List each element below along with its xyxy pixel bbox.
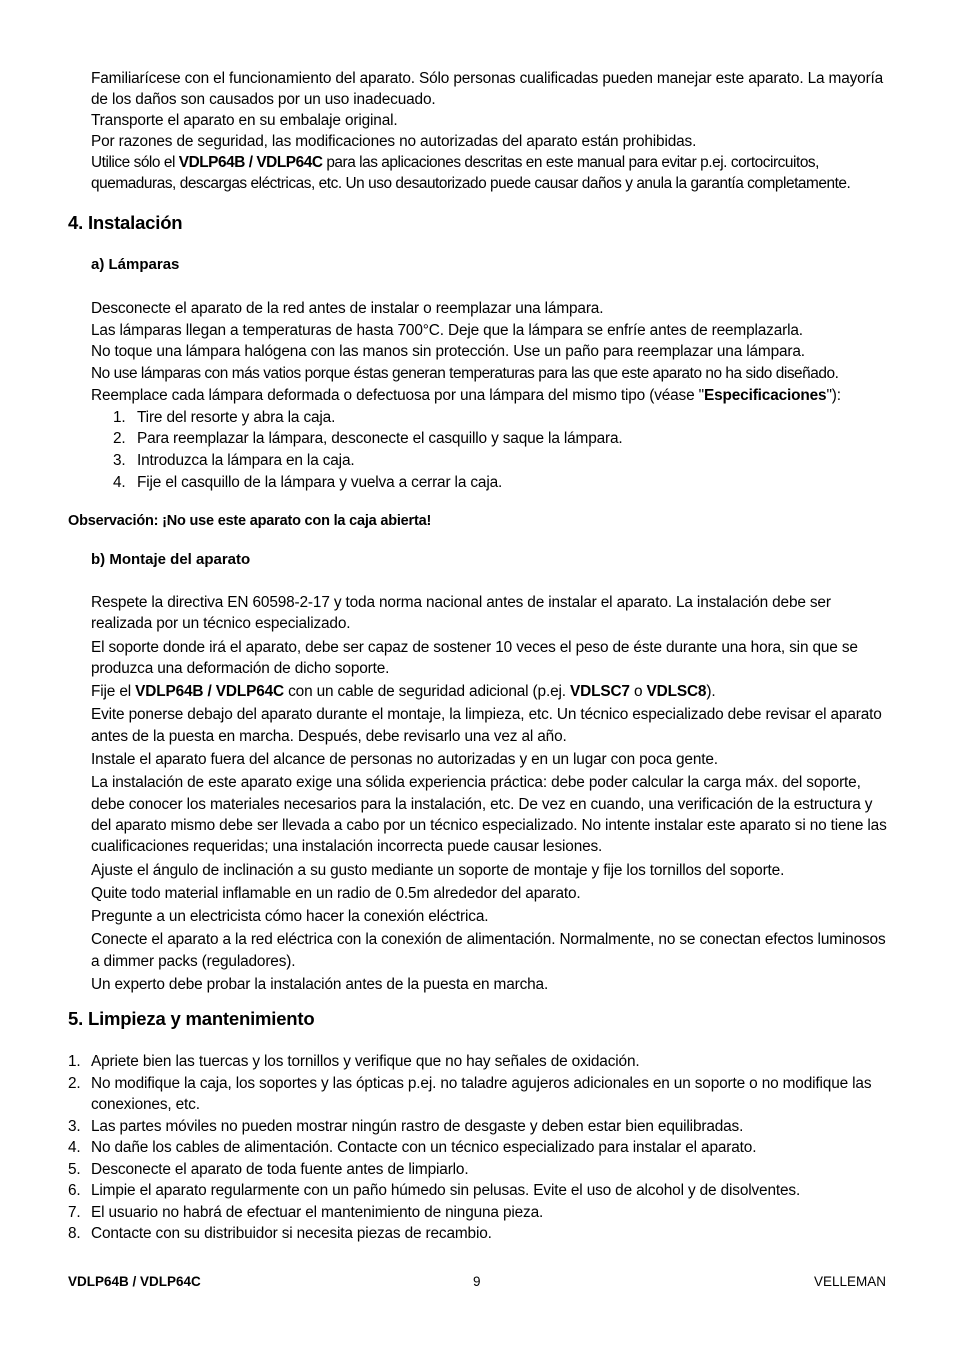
list-item bbox=[91, 407, 891, 429]
list-text: Limpie el aparato regularmente con un paño húmedo sin pelusas. Evite el uso de alcohol y de disolventes. bbox=[91, 1182, 801, 1199]
list-text: Introduzca la lámpara en la caja. bbox=[137, 451, 355, 469]
lamps-paragraph: Las lámparas llegan a temperaturas de hasta 700°C. Deje que la lámpara se enfríe antes de reemplazarla. bbox=[91, 321, 803, 339]
text-run: para las aplicaciones descritas en este manual para evitar p.ej. cortocircuitos, quemaduras, descargas eléctricas, etc. Un uso desautorizado puede causar daños y anula la garantía completamente. bbox=[91, 154, 851, 192]
list-item bbox=[68, 1180, 890, 1202]
intro-paragraph: Familiarícese con el funcionamiento del aparato. Sólo personas cualificadas pueden manejar este aparato. La mayoría de los daños son causados por un uso inadecuado. bbox=[91, 70, 884, 108]
maintenance-list bbox=[68, 1051, 890, 1245]
list-text: Para reemplazar la lámpara, desconecte el casquillo y saque la lámpara. bbox=[137, 430, 623, 448]
specs-reference: Especificaciones bbox=[703, 386, 827, 404]
lamps-paragraph: Desconecte el aparato de la red antes de instalar o reemplazar una lámpara. bbox=[91, 300, 604, 317]
intro-paragraph bbox=[91, 152, 891, 194]
list-item bbox=[68, 1073, 890, 1116]
list-number: 6. bbox=[68, 1182, 81, 1199]
mounting-paragraph: Instale el aparato fuera del alcance de personas no autorizadas y en un lugar con poca gente. bbox=[91, 751, 718, 769]
list-number: 3. bbox=[113, 451, 126, 469]
list-item bbox=[68, 1051, 890, 1073]
text-run: Reemplace cada lámpara deformada o defectuosa por una lámpara del mismo tipo (véase " bbox=[91, 386, 704, 404]
list-text: No modifique la caja, los soportes y las ópticas p.ej. no taladre agujeros adicionales en un soporte o no modifique las conexiones, etc. bbox=[91, 1074, 872, 1113]
list-item bbox=[91, 450, 891, 472]
subsection-heading-lamps: a) Lámparas bbox=[91, 256, 180, 273]
footer-page-number: 9 bbox=[473, 1274, 481, 1289]
lamps-block bbox=[91, 298, 891, 493]
list-text: Contacte con su distribuidor si necesita piezas de recambio. bbox=[91, 1225, 492, 1242]
model-name: VDLP64B / VDLP64C bbox=[135, 683, 284, 701]
text-run: "): bbox=[826, 386, 841, 404]
list-number: 1. bbox=[68, 1053, 81, 1070]
mounting-paragraph: Ajuste el ángulo de inclinación a su gusto mediante un soporte de montaje y fije los tornillos del soporte. bbox=[91, 861, 785, 879]
list-item bbox=[91, 472, 891, 494]
lamps-paragraph: No toque una lámpara halógena con las manos sin protección. Use un paño para reemplazar una lámpara. bbox=[91, 343, 805, 361]
lamp-steps-list bbox=[91, 407, 891, 494]
mounting-paragraph: La instalación de este aparato exige una sólida experiencia práctica: debe poder calcular la carga máx. del soporte, debe conocer los materiales necesarios para la instalación, etc. De vez en cuando, una verificación de la estructura y del aparato mismo debe ser llevada a cabo por un técnico especializado. No intente instalar este aparato si no tiene las cualificaciones requeridas; una instalación incorrecta puede causar lesiones. bbox=[91, 774, 887, 856]
accessory-code: VDLSC8 bbox=[646, 683, 707, 701]
intro-block bbox=[91, 68, 891, 194]
mounting-paragraph: Pregunte a un electricista cómo hacer la conexión eléctrica. bbox=[91, 908, 489, 926]
list-number: 2. bbox=[68, 1074, 81, 1092]
list-text: No dañe los cables de alimentación. Contacte con un técnico especializado para instalar el aparato. bbox=[91, 1139, 757, 1156]
mounting-block bbox=[91, 592, 891, 995]
list-item bbox=[68, 1159, 890, 1181]
text-run: o bbox=[629, 683, 647, 701]
list-number: 3. bbox=[68, 1117, 81, 1135]
section-heading-maintenance: 5. Limpieza y mantenimiento bbox=[68, 1008, 315, 1029]
mounting-paragraph: Conecte el aparato a la red eléctrica con la conexión de alimentación. Normalmente, no se conectan efectos luminosos a dimmer packs (reguladores). bbox=[91, 931, 886, 970]
lamps-paragraph: No use lámparas con más vatios porque éstas generan temperaturas para las que este aparato no ha sido diseñado. bbox=[91, 365, 839, 383]
list-number: 2. bbox=[113, 430, 126, 448]
footer-brand: VELLEMAN bbox=[813, 1274, 886, 1289]
mounting-paragraph: Un experto debe probar la instalación antes de la puesta en marcha. bbox=[91, 976, 549, 994]
list-item bbox=[68, 1223, 890, 1245]
list-number: 7. bbox=[68, 1203, 81, 1221]
model-name: VDLP64B / VDLP64C bbox=[178, 154, 323, 171]
list-number: 1. bbox=[113, 408, 126, 426]
text-run: Fije el bbox=[91, 683, 136, 701]
list-number: 5. bbox=[68, 1160, 81, 1178]
footer-model: VDLP64B / VDLP64C bbox=[68, 1274, 201, 1289]
intro-paragraph: Transporte el aparato en su embalaje original. bbox=[91, 112, 398, 129]
mounting-paragraph: Respete la directiva EN 60598-2-17 y toda norma nacional antes de instalar el aparato. La instalación debe ser realizada por un técnico especializado. bbox=[91, 594, 831, 633]
list-text: El usuario no habrá de efectuar el mantenimiento de ninguna pieza. bbox=[91, 1203, 544, 1221]
mounting-paragraph: Evite ponerse debajo del aparato durante el montaje, la limpieza, etc. Un técnico especializado debe revisar el aparato antes de la puesta en marcha. Después, debe revisarlo una vez al año. bbox=[91, 706, 882, 745]
accessory-code: VDLSC7 bbox=[570, 683, 630, 701]
list-text: Desconecte el aparato de toda fuente antes de limpiarlo. bbox=[91, 1160, 469, 1178]
text-run: Utilice sólo el bbox=[91, 154, 179, 171]
section-heading-installation: 4. Instalación bbox=[68, 212, 183, 233]
mounting-paragraph bbox=[91, 681, 891, 702]
text-run: ). bbox=[706, 683, 716, 701]
subsection-heading-mounting: b) Montaje del aparato bbox=[91, 551, 251, 568]
lamps-paragraph bbox=[91, 385, 891, 407]
list-number: 4. bbox=[113, 473, 126, 491]
text-run: con un cable de seguridad adicional (p.ej. bbox=[283, 683, 571, 701]
mounting-paragraph: El soporte donde irá el aparato, debe ser capaz de sostener 10 veces el peso de éste durante una hora, sin que se produzca una deformación de dicho soporte. bbox=[91, 638, 858, 677]
mounting-paragraph: Quite todo material inflamable en un radio de 0.5m alrededor del aparato. bbox=[91, 884, 581, 902]
list-item bbox=[68, 1202, 890, 1224]
list-item bbox=[68, 1137, 890, 1159]
list-number: 8. bbox=[68, 1225, 81, 1242]
list-text: Las partes móviles no pueden mostrar ningún rastro de desgaste y deben estar bien equilibradas. bbox=[91, 1117, 744, 1135]
list-item bbox=[68, 1116, 890, 1138]
list-text: Fije el casquillo de la lámpara y vuelva a cerrar la caja. bbox=[137, 473, 503, 491]
intro-paragraph: Por razones de seguridad, las modificaciones no autorizadas del aparato están prohibidas. bbox=[91, 133, 697, 150]
list-number: 4. bbox=[68, 1139, 81, 1156]
list-text: Apriete bien las tuercas y los tornillos y verifique que no hay señales de oxidación. bbox=[91, 1053, 640, 1070]
warning-note: Observación: ¡No use este aparato con la caja abierta! bbox=[68, 513, 432, 529]
list-item bbox=[91, 428, 891, 450]
list-text: Tire del resorte y abra la caja. bbox=[137, 408, 336, 426]
